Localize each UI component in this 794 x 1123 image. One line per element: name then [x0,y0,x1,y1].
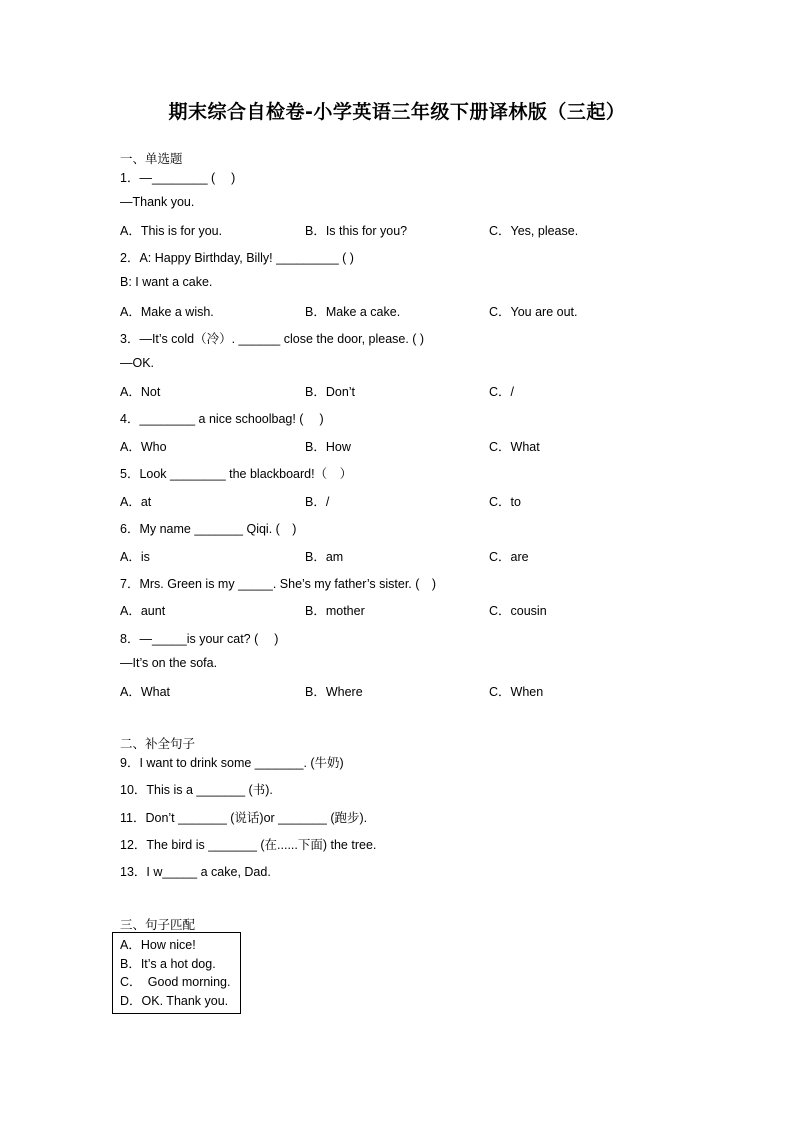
question-6-option-a[interactable]: A．is [120,550,150,564]
question-3-option-b[interactable]: B．Don’t [305,385,356,399]
question-2-option-c[interactable]: C．You are out. [489,305,578,319]
question-4-option-c[interactable]: C．What [489,440,540,454]
match-option-d: D．OK. Thank you. [120,993,229,1008]
question-3-option-a[interactable]: A．Not [120,385,161,399]
fill-item-11: 11．Don’t _______ (说话)or _______ (跑步). [120,811,368,825]
section-heading-sentence-matching: 三、句子匹配 [120,917,196,932]
question-4-stem: 4．________ a nice schoolbag! ( ) [120,412,324,426]
match-option-c: C． Good morning. [120,975,231,989]
match-option-b: B．It’s a hot dog. [120,956,216,971]
question-5-option-c[interactable]: C．to [489,495,521,509]
fill-item-9: 9．I want to drink some _______. (牛奶) [120,756,344,770]
question-8-stem: 8．—_____is your cat? ( ) [120,632,279,646]
question-5-stem: 5．Look ________ the blackboard!（ ） [120,467,353,481]
section-heading-complete-sentences: 二、补全句子 [120,736,196,751]
page-title: 期末综合自检卷-小学英语三年级下册译林版（三起） [168,101,626,123]
section-heading-single-choice: 一、单选题 [120,151,183,166]
fill-item-10: 10．This is a _______ (书). [120,783,273,797]
question-7-option-c[interactable]: C．cousin [489,604,547,618]
question-4-option-a[interactable]: A．Who [120,440,167,454]
question-2-stem: 2．A: Happy Birthday, Billy! _________ ( ) [120,251,354,265]
question-5-option-b[interactable]: B．/ [305,495,330,509]
question-1-option-b[interactable]: B．Is this for you? [305,224,408,238]
question-8-option-a[interactable]: A．What [120,685,171,699]
question-2-option-a[interactable]: A．Make a wish. [120,305,214,319]
question-1-option-c[interactable]: C．Yes, please. [489,224,579,238]
fill-item-13: 13．I w_____ a cake, Dad. [120,865,271,879]
question-4-option-b[interactable]: B．How [305,440,351,454]
question-6-option-c[interactable]: C．are [489,550,529,564]
question-3-reply: —OK. [120,356,155,370]
question-3-option-c[interactable]: C．/ [489,385,515,399]
question-7-option-b[interactable]: B．mother [305,604,365,618]
question-3-stem: 3．—It’s cold（冷）. ______ close the door, please. ( ) [120,332,425,346]
question-8-reply: —It’s on the sofa. [120,656,218,670]
question-1-stem: 1．—________ ( ) [120,171,236,185]
fill-item-12: 12．The bird is _______ (在......下面) the tree. [120,838,377,852]
question-5-option-a[interactable]: A．at [120,495,152,509]
question-1-reply: —Thank you. [120,195,195,209]
question-8-option-c[interactable]: C．When [489,685,544,699]
question-7-stem: 7．Mrs. Green is my _____. She’s my father’s sister. ( ) [120,577,437,591]
question-2-option-b[interactable]: B．Make a cake. [305,305,401,319]
question-2-reply: B: I want a cake. [120,275,213,289]
question-1-option-a[interactable]: A．This is for you. [120,224,223,238]
question-8-option-b[interactable]: B．Where [305,685,363,699]
question-6-option-b[interactable]: B．am [305,550,344,564]
matching-options-box [112,932,241,1014]
question-6-stem: 6．My name _______ Qiqi. ( ) [120,522,297,536]
question-7-option-a[interactable]: A．aunt [120,604,166,618]
match-option-a: A．How nice! [120,938,196,952]
